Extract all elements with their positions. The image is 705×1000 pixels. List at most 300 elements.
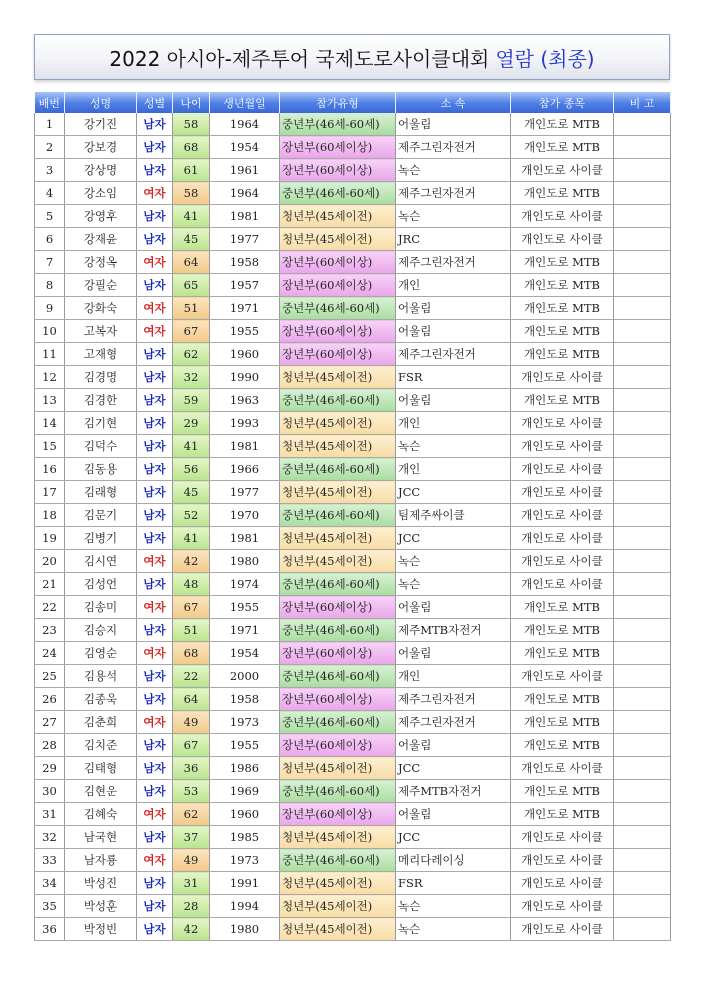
category-cell: 장년부(60세이상) <box>280 642 396 665</box>
name-cell: 김승지 <box>65 619 137 642</box>
affiliation-cell: 개인 <box>396 458 511 481</box>
gender-cell: 남자 <box>137 458 173 481</box>
table-row <box>35 711 671 734</box>
age-cell: 29 <box>173 412 210 435</box>
age-cell: 67 <box>173 320 210 343</box>
age-cell: 53 <box>173 780 210 803</box>
header-category: 참가유형 <box>280 92 396 113</box>
event-cell: 개인도로 사이클 <box>511 849 614 872</box>
age-cell: 65 <box>173 274 210 297</box>
table-row <box>35 251 671 274</box>
bib-cell: 32 <box>35 826 65 849</box>
table-row <box>35 757 671 780</box>
event-cell: 개인도로 사이클 <box>511 228 614 251</box>
affiliation-cell: 어울림 <box>396 113 511 136</box>
category-cell: 중년부(46세-60세) <box>280 389 396 412</box>
bib-cell: 4 <box>35 182 65 205</box>
category-cell: 청년부(45세이전) <box>280 481 396 504</box>
bib-cell: 27 <box>35 711 65 734</box>
gender-cell: 여자 <box>137 251 173 274</box>
gender-cell: 남자 <box>137 895 173 918</box>
affiliation-cell: 녹슨 <box>396 573 511 596</box>
affiliation-cell: 메리다레이싱 <box>396 849 511 872</box>
name-cell: 김치준 <box>65 734 137 757</box>
affiliation-cell: 녹슨 <box>396 550 511 573</box>
name-cell: 강영후 <box>65 205 137 228</box>
gender-cell: 여자 <box>137 711 173 734</box>
remarks-cell <box>614 872 671 895</box>
age-cell: 42 <box>173 918 210 941</box>
remarks-cell <box>614 619 671 642</box>
bib-cell: 8 <box>35 274 65 297</box>
bib-cell: 16 <box>35 458 65 481</box>
name-cell: 김경명 <box>65 366 137 389</box>
bib-cell: 18 <box>35 504 65 527</box>
birth-year-cell: 1973 <box>210 849 280 872</box>
birth-year-cell: 1971 <box>210 619 280 642</box>
affiliation-cell: 제주그린자전거 <box>396 251 511 274</box>
table-row <box>35 481 671 504</box>
bib-cell: 11 <box>35 343 65 366</box>
event-cell: 개인도로 MTB <box>511 251 614 274</box>
affiliation-cell: FSR <box>396 366 511 389</box>
table-row <box>35 182 671 205</box>
gender-cell: 남자 <box>137 366 173 389</box>
table-row <box>35 435 671 458</box>
age-cell: 41 <box>173 205 210 228</box>
age-cell: 42 <box>173 550 210 573</box>
birth-year-cell: 1969 <box>210 780 280 803</box>
category-cell: 중년부(46세-60세) <box>280 849 396 872</box>
category-cell: 청년부(45세이전) <box>280 872 396 895</box>
category-cell: 중년부(46세-60세) <box>280 573 396 596</box>
bib-cell: 20 <box>35 550 65 573</box>
birth-year-cell: 1955 <box>210 596 280 619</box>
participant-table <box>34 92 671 941</box>
name-cell: 김경한 <box>65 389 137 412</box>
birth-year-cell: 1954 <box>210 642 280 665</box>
category-cell: 청년부(45세이전) <box>280 918 396 941</box>
birth-year-cell: 1994 <box>210 895 280 918</box>
gender-cell: 남자 <box>137 688 173 711</box>
gender-cell: 남자 <box>137 159 173 182</box>
name-cell: 남국현 <box>65 826 137 849</box>
age-cell: 22 <box>173 665 210 688</box>
remarks-cell <box>614 918 671 941</box>
age-cell: 49 <box>173 849 210 872</box>
affiliation-cell: 제주그린자전거 <box>396 688 511 711</box>
gender-cell: 남자 <box>137 573 173 596</box>
birth-year-cell: 1960 <box>210 343 280 366</box>
name-cell: 강기진 <box>65 113 137 136</box>
name-cell: 김태형 <box>65 757 137 780</box>
table-row <box>35 113 671 136</box>
table-row <box>35 918 671 941</box>
event-cell: 개인도로 MTB <box>511 343 614 366</box>
gender-cell: 여자 <box>137 849 173 872</box>
table-row <box>35 136 671 159</box>
table-row <box>35 159 671 182</box>
bib-cell: 21 <box>35 573 65 596</box>
bib-cell: 13 <box>35 389 65 412</box>
category-cell: 장년부(60세이상) <box>280 596 396 619</box>
affiliation-cell: 제주MTB자전거 <box>396 619 511 642</box>
event-cell: 개인도로 MTB <box>511 642 614 665</box>
bib-cell: 1 <box>35 113 65 136</box>
name-cell: 김문기 <box>65 504 137 527</box>
event-cell: 개인도로 MTB <box>511 320 614 343</box>
table-row <box>35 619 671 642</box>
name-cell: 남자룡 <box>65 849 137 872</box>
gender-cell: 남자 <box>137 136 173 159</box>
event-cell: 개인도로 사이클 <box>511 872 614 895</box>
category-cell: 청년부(45세이전) <box>280 228 396 251</box>
gender-cell: 남자 <box>137 389 173 412</box>
birth-year-cell: 1958 <box>210 688 280 711</box>
event-cell: 개인도로 MTB <box>511 297 614 320</box>
bib-cell: 24 <box>35 642 65 665</box>
name-cell: 김용석 <box>65 665 137 688</box>
category-cell: 중년부(46세-60세) <box>280 780 396 803</box>
gender-cell: 남자 <box>137 412 173 435</box>
table-row <box>35 366 671 389</box>
name-cell: 김현운 <box>65 780 137 803</box>
gender-cell: 남자 <box>137 826 173 849</box>
birth-year-cell: 1981 <box>210 527 280 550</box>
gender-cell: 남자 <box>137 734 173 757</box>
gender-cell: 남자 <box>137 504 173 527</box>
age-cell: 61 <box>173 159 210 182</box>
name-cell: 김송미 <box>65 596 137 619</box>
affiliation-cell: 어울림 <box>396 297 511 320</box>
remarks-cell <box>614 389 671 412</box>
category-cell: 장년부(60세이상) <box>280 159 396 182</box>
table-row <box>35 826 671 849</box>
table-header-row <box>35 92 671 113</box>
event-cell: 개인도로 사이클 <box>511 918 614 941</box>
gender-cell: 남자 <box>137 228 173 251</box>
bib-cell: 35 <box>35 895 65 918</box>
birth-year-cell: 1955 <box>210 320 280 343</box>
name-cell: 박성진 <box>65 872 137 895</box>
birth-year-cell: 2000 <box>210 665 280 688</box>
birth-year-cell: 1963 <box>210 389 280 412</box>
affiliation-cell: 어울림 <box>396 320 511 343</box>
category-cell: 중년부(46세-60세) <box>280 665 396 688</box>
affiliation-cell: 어울림 <box>396 803 511 826</box>
gender-cell: 남자 <box>137 918 173 941</box>
name-cell: 김기현 <box>65 412 137 435</box>
gender-cell: 남자 <box>137 435 173 458</box>
table-row <box>35 573 671 596</box>
age-cell: 58 <box>173 182 210 205</box>
bib-cell: 25 <box>35 665 65 688</box>
name-cell: 김성언 <box>65 573 137 596</box>
age-cell: 62 <box>173 803 210 826</box>
birth-year-cell: 1970 <box>210 504 280 527</box>
category-cell: 청년부(45세이전) <box>280 757 396 780</box>
name-cell: 강화숙 <box>65 297 137 320</box>
category-cell: 청년부(45세이전) <box>280 366 396 389</box>
age-cell: 59 <box>173 389 210 412</box>
table-row <box>35 596 671 619</box>
remarks-cell <box>614 228 671 251</box>
table-row <box>35 458 671 481</box>
gender-cell: 남자 <box>137 780 173 803</box>
header-name: 성명 <box>65 92 137 113</box>
affiliation-cell: 팀제주싸이클 <box>396 504 511 527</box>
gender-cell: 여자 <box>137 297 173 320</box>
remarks-cell <box>614 182 671 205</box>
birth-year-cell: 1973 <box>210 711 280 734</box>
age-cell: 37 <box>173 826 210 849</box>
remarks-cell <box>614 780 671 803</box>
category-cell: 중년부(46세-60세) <box>280 619 396 642</box>
category-cell: 중년부(46세-60세) <box>280 458 396 481</box>
remarks-cell <box>614 573 671 596</box>
title-main: 2022 아시아-제주투어 국제도로사이클대회 <box>109 46 490 71</box>
name-cell: 강정옥 <box>65 251 137 274</box>
gender-cell: 여자 <box>137 803 173 826</box>
bib-cell: 14 <box>35 412 65 435</box>
age-cell: 51 <box>173 619 210 642</box>
bib-cell: 7 <box>35 251 65 274</box>
name-cell: 김시연 <box>65 550 137 573</box>
name-cell: 김병기 <box>65 527 137 550</box>
name-cell: 김종욱 <box>65 688 137 711</box>
category-cell: 중년부(46세-60세) <box>280 297 396 320</box>
age-cell: 31 <box>173 872 210 895</box>
birth-year-cell: 1990 <box>210 366 280 389</box>
event-cell: 개인도로 MTB <box>511 688 614 711</box>
remarks-cell <box>614 895 671 918</box>
bib-cell: 29 <box>35 757 65 780</box>
birth-year-cell: 1977 <box>210 481 280 504</box>
name-cell: 강상명 <box>65 159 137 182</box>
affiliation-cell: 제주그린자전거 <box>396 711 511 734</box>
bib-cell: 9 <box>35 297 65 320</box>
category-cell: 청년부(45세이전) <box>280 205 396 228</box>
birth-year-cell: 1980 <box>210 550 280 573</box>
name-cell: 강소임 <box>65 182 137 205</box>
category-cell: 청년부(45세이전) <box>280 527 396 550</box>
event-cell: 개인도로 MTB <box>511 182 614 205</box>
name-cell: 김덕수 <box>65 435 137 458</box>
birth-year-cell: 1960 <box>210 803 280 826</box>
remarks-cell <box>614 826 671 849</box>
bib-cell: 34 <box>35 872 65 895</box>
remarks-cell <box>614 527 671 550</box>
bib-cell: 23 <box>35 619 65 642</box>
bib-cell: 6 <box>35 228 65 251</box>
category-cell: 장년부(60세이상) <box>280 136 396 159</box>
remarks-cell <box>614 688 671 711</box>
name-cell: 고복자 <box>65 320 137 343</box>
affiliation-cell: 어울림 <box>396 389 511 412</box>
remarks-cell <box>614 136 671 159</box>
table-row <box>35 527 671 550</box>
event-cell: 개인도로 MTB <box>511 711 614 734</box>
category-cell: 장년부(60세이상) <box>280 734 396 757</box>
birth-year-cell: 1958 <box>210 251 280 274</box>
birth-year-cell: 1981 <box>210 205 280 228</box>
age-cell: 48 <box>173 573 210 596</box>
affiliation-cell: 녹슨 <box>396 159 511 182</box>
remarks-cell <box>614 159 671 182</box>
table-row <box>35 803 671 826</box>
table-row <box>35 320 671 343</box>
gender-cell: 남자 <box>137 274 173 297</box>
remarks-cell <box>614 711 671 734</box>
age-cell: 58 <box>173 113 210 136</box>
affiliation-cell: JCC <box>396 757 511 780</box>
bib-cell: 26 <box>35 688 65 711</box>
event-cell: 개인도로 사이클 <box>511 826 614 849</box>
event-cell: 개인도로 사이클 <box>511 205 614 228</box>
remarks-cell <box>614 504 671 527</box>
birth-year-cell: 1977 <box>210 228 280 251</box>
age-cell: 45 <box>173 228 210 251</box>
gender-cell: 남자 <box>137 619 173 642</box>
category-cell: 장년부(60세이상) <box>280 803 396 826</box>
age-cell: 49 <box>173 711 210 734</box>
gender-cell: 남자 <box>137 757 173 780</box>
affiliation-cell: 개인 <box>396 412 511 435</box>
gender-cell: 남자 <box>137 527 173 550</box>
category-cell: 장년부(60세이상) <box>280 320 396 343</box>
affiliation-cell: 녹슨 <box>396 918 511 941</box>
name-cell: 박정빈 <box>65 918 137 941</box>
birth-year-cell: 1964 <box>210 182 280 205</box>
name-cell: 강보경 <box>65 136 137 159</box>
name-cell: 김동용 <box>65 458 137 481</box>
remarks-cell <box>614 596 671 619</box>
birth-year-cell: 1980 <box>210 918 280 941</box>
name-cell: 박성훈 <box>65 895 137 918</box>
event-cell: 개인도로 사이클 <box>511 527 614 550</box>
gender-cell: 남자 <box>137 113 173 136</box>
gender-cell: 남자 <box>137 481 173 504</box>
affiliation-cell: 녹슨 <box>396 895 511 918</box>
birth-year-cell: 1993 <box>210 412 280 435</box>
table-row <box>35 205 671 228</box>
table-row <box>35 688 671 711</box>
affiliation-cell: 개인 <box>396 274 511 297</box>
remarks-cell <box>614 366 671 389</box>
event-cell: 개인도로 사이클 <box>511 366 614 389</box>
age-cell: 32 <box>173 366 210 389</box>
table-row <box>35 412 671 435</box>
age-cell: 36 <box>173 757 210 780</box>
birth-year-cell: 1991 <box>210 872 280 895</box>
age-cell: 41 <box>173 527 210 550</box>
bib-cell: 5 <box>35 205 65 228</box>
birth-year-cell: 1981 <box>210 435 280 458</box>
table-row <box>35 895 671 918</box>
affiliation-cell: 녹슨 <box>396 435 511 458</box>
birth-year-cell: 1954 <box>210 136 280 159</box>
name-cell: 강필순 <box>65 274 137 297</box>
gender-cell: 남자 <box>137 665 173 688</box>
age-cell: 51 <box>173 297 210 320</box>
event-cell: 개인도로 MTB <box>511 734 614 757</box>
event-cell: 개인도로 사이클 <box>511 435 614 458</box>
event-cell: 개인도로 MTB <box>511 389 614 412</box>
bib-cell: 33 <box>35 849 65 872</box>
affiliation-cell: 제주그린자전거 <box>396 182 511 205</box>
remarks-cell <box>614 274 671 297</box>
category-cell: 장년부(60세이상) <box>280 688 396 711</box>
bib-cell: 31 <box>35 803 65 826</box>
birth-year-cell: 1985 <box>210 826 280 849</box>
name-cell: 김영순 <box>65 642 137 665</box>
remarks-cell <box>614 734 671 757</box>
bib-cell: 12 <box>35 366 65 389</box>
birth-year-cell: 1986 <box>210 757 280 780</box>
table-row <box>35 665 671 688</box>
header-remarks: 비 고 <box>614 92 671 113</box>
header-age: 나이 <box>173 92 210 113</box>
category-cell: 장년부(60세이상) <box>280 251 396 274</box>
bib-cell: 28 <box>35 734 65 757</box>
affiliation-cell: 개인 <box>396 665 511 688</box>
category-cell: 중년부(46세-60세) <box>280 711 396 734</box>
document-title <box>34 34 670 80</box>
event-cell: 개인도로 MTB <box>511 274 614 297</box>
table-row <box>35 849 671 872</box>
age-cell: 68 <box>173 642 210 665</box>
gender-cell: 남자 <box>137 343 173 366</box>
affiliation-cell: 제주MTB자전거 <box>396 780 511 803</box>
category-cell: 장년부(60세이상) <box>280 343 396 366</box>
name-cell: 김춘희 <box>65 711 137 734</box>
age-cell: 62 <box>173 343 210 366</box>
table-row <box>35 343 671 366</box>
bib-cell: 30 <box>35 780 65 803</box>
remarks-cell <box>614 343 671 366</box>
bib-cell: 17 <box>35 481 65 504</box>
age-cell: 67 <box>173 596 210 619</box>
affiliation-cell: 제주그린자전거 <box>396 136 511 159</box>
affiliation-cell: 제주그린자전거 <box>396 343 511 366</box>
age-cell: 56 <box>173 458 210 481</box>
age-cell: 41 <box>173 435 210 458</box>
remarks-cell <box>614 849 671 872</box>
event-cell: 개인도로 사이클 <box>511 481 614 504</box>
event-cell: 개인도로 MTB <box>511 803 614 826</box>
category-cell: 장년부(60세이상) <box>280 274 396 297</box>
bib-cell: 2 <box>35 136 65 159</box>
age-cell: 64 <box>173 251 210 274</box>
remarks-cell <box>614 297 671 320</box>
event-cell: 개인도로 MTB <box>511 619 614 642</box>
affiliation-cell: 어울림 <box>396 734 511 757</box>
header-affiliation: 소 속 <box>396 92 511 113</box>
header-birth-year: 생년월일 <box>210 92 280 113</box>
bib-cell: 19 <box>35 527 65 550</box>
category-cell: 청년부(45세이전) <box>280 826 396 849</box>
remarks-cell <box>614 435 671 458</box>
category-cell: 중년부(46세-60세) <box>280 113 396 136</box>
affiliation-cell: JCC <box>396 527 511 550</box>
remarks-cell <box>614 113 671 136</box>
birth-year-cell: 1964 <box>210 113 280 136</box>
table-row <box>35 550 671 573</box>
event-cell: 개인도로 MTB <box>511 113 614 136</box>
event-cell: 개인도로 사이클 <box>511 458 614 481</box>
table-row <box>35 389 671 412</box>
category-cell: 청년부(45세이전) <box>280 895 396 918</box>
